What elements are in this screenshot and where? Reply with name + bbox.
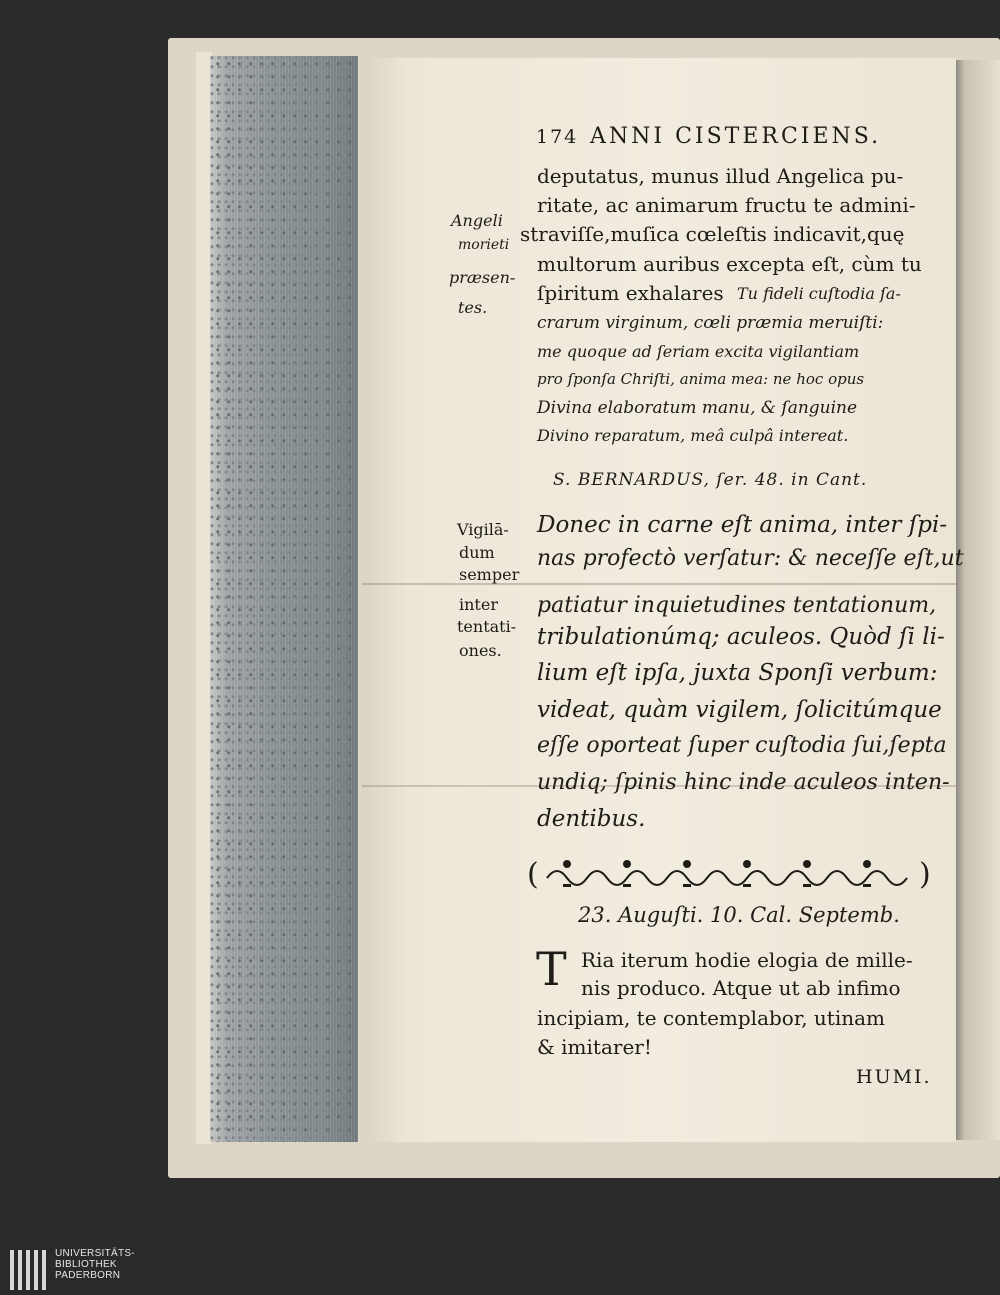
footer-bar <box>0 1245 1000 1295</box>
text-line-italic: videat, quàm vigilem, ſolicitúmque <box>537 697 942 723</box>
text-line: straviſſe,muſica cœleſtis indicavit,quę <box>520 222 905 246</box>
margin-note-line: morieti <box>458 237 510 253</box>
ornament-border <box>527 856 935 892</box>
drop-cap: T <box>536 942 567 996</box>
margin-note-line: Angeli <box>451 211 503 230</box>
text-line-italic: me quoque ad ſeriam excita vigilantiam <box>537 342 860 361</box>
text-line: ſpiritum exhalares <box>537 281 724 305</box>
facing-page-edge <box>956 60 1000 1140</box>
margin-note-line: tes. <box>458 298 488 317</box>
page-number: 174 <box>536 126 579 148</box>
catchword: HUMI. <box>856 1066 932 1088</box>
text-line: deputatus, munus illud Angelica pu- <box>537 164 904 188</box>
paper-fold <box>362 583 956 585</box>
text-line: & imitarer! <box>537 1035 652 1059</box>
text-line: incipiam, te contemplabor, utinam <box>537 1006 885 1030</box>
text-line: Ria iterum hodie elogia de mille- <box>581 948 913 972</box>
margin-note-line: dum <box>459 543 495 562</box>
library-logo-icon <box>10 1250 50 1290</box>
svg-text:(: ( <box>527 857 539 892</box>
text-line-italic: Tu fideli cuſtodia ſa- <box>737 284 901 303</box>
text-line: ritate, ac animarum fructu te admini- <box>537 193 916 217</box>
text-line: nis produco. Atque ut ab infimo <box>581 976 901 1000</box>
library-name-line: PADERBORN <box>55 1270 121 1281</box>
running-title: ANNI CISTERCIENS. <box>590 124 882 149</box>
margin-note-line: tentati- <box>457 617 517 636</box>
text-line-italic: lium eſt ipſa, juxta Sponſi verbum: <box>537 660 938 686</box>
text-line-italic: nas profectò verſatur: & neceſſe eſt,ut <box>537 546 964 571</box>
fore-edge <box>210 56 358 1142</box>
text-line-italic: patiatur inquietudines tentationum, <box>537 593 937 618</box>
citation: S. BERNARDUS, ſer. 48. in Cant. <box>553 470 868 490</box>
text-line-italic: Donec in carne eſt anima, inter ſpi- <box>537 512 948 538</box>
margin-note-line: inter <box>459 595 498 614</box>
text-line: multorum auribus excepta eſt, cùm tu <box>537 252 922 276</box>
library-name-line: UNIVERSITÄTS- <box>55 1248 136 1259</box>
svg-text:): ) <box>919 857 931 892</box>
margin-note-line: præsen- <box>449 268 516 287</box>
text-line-italic: dentibus. <box>537 806 646 832</box>
text-line-italic: crarum virginum, cœli præmia meruiſti: <box>537 313 884 333</box>
margin-note-line: Vigilā- <box>457 520 509 539</box>
text-line-italic: undiq; ſpinis hinc inde aculeos inten- <box>537 770 950 795</box>
margin-note-line: ones. <box>459 641 502 660</box>
library-name-line: BIBLIOTHEK <box>55 1259 117 1270</box>
text-line-italic: tribulationúmq; aculeos. Quòd ſi li- <box>537 624 945 650</box>
date-heading: 23. Auguſti. 10. Cal. Septemb. <box>578 903 900 927</box>
text-line-italic: Divino reparatum, meâ culpâ intereat. <box>537 426 849 445</box>
text-line-italic: pro ſponſa Chriſti, anima mea: ne hoc opus <box>537 370 865 388</box>
margin-note-line: semper <box>459 565 520 584</box>
text-line-italic: Divina elaboratum manu, & ſanguine <box>537 398 858 418</box>
library-logo-text <box>55 1248 135 1281</box>
text-line-italic: eſſe oporteat ſuper cuſtodia ſui,ſepta <box>537 733 947 758</box>
